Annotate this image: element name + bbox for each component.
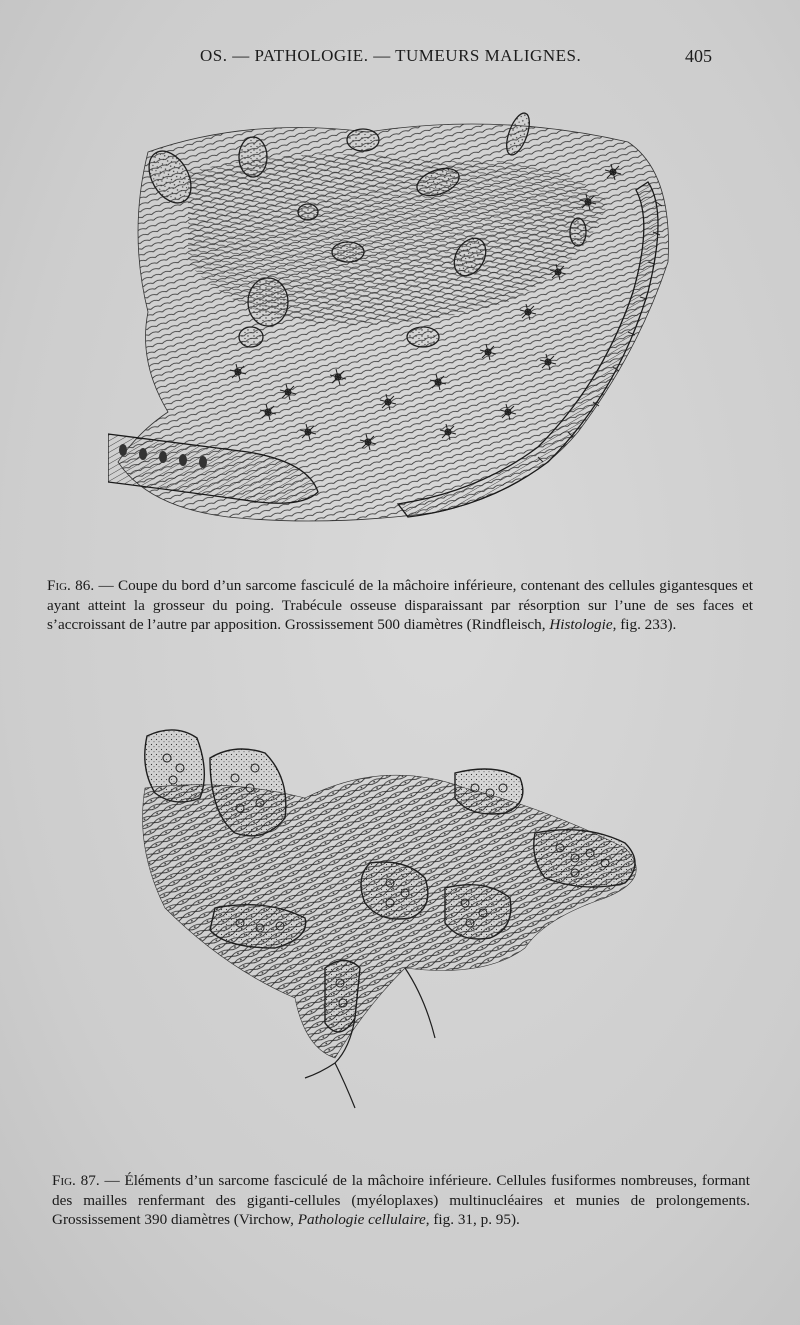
running-head: OS. — PATHOLOGIE. — TUMEURS MALIGNES. bbox=[200, 46, 582, 65]
figure-86-caption bbox=[47, 576, 753, 634]
figure-87-caption-end: , fig. 31, p. 95). bbox=[425, 1211, 520, 1228]
figure-87-illustration bbox=[105, 718, 665, 1123]
figure-87-drawing bbox=[105, 718, 665, 1123]
figure-86-drawing bbox=[108, 112, 688, 532]
page-number: 405 bbox=[685, 46, 712, 66]
figure-86-caption-end: , fig. 233). bbox=[612, 616, 677, 633]
figure-87-caption-italic: Pathologie cellulaire bbox=[297, 1211, 426, 1228]
page-header bbox=[0, 46, 800, 70]
figure-86-label: Fig. 86. bbox=[47, 577, 95, 595]
figure-87-caption bbox=[52, 1171, 750, 1229]
figure-86-illustration bbox=[108, 112, 688, 532]
figure-87-label: Fig. 87. bbox=[52, 1172, 100, 1190]
figure-86-caption-text: — Coupe du bord d’un sarcome fasciculé de la mâchoire inférieure, contenant des cellules gigantesques et ayant atteint la grosseur du poing. Trabécule osseuse disparaissant par résorption sur l’une de ses faces et s’accroissant de l’autre par apposition. Grossissement 500 diamètres (Rindfleisch, bbox=[47, 577, 753, 633]
figure-87-caption-text: — Éléments d’un sarcome fasciculé de la mâchoire inférieure. Cellules fusiformes nombreuses, formant des mailles renfermant des giganti-cellules (myéloplaxes) multinucléaires et munies de prolongements. Grossissement 390 diamètres (Virchow, bbox=[52, 1172, 750, 1228]
figure-86-caption-italic: Histologie bbox=[549, 616, 613, 633]
